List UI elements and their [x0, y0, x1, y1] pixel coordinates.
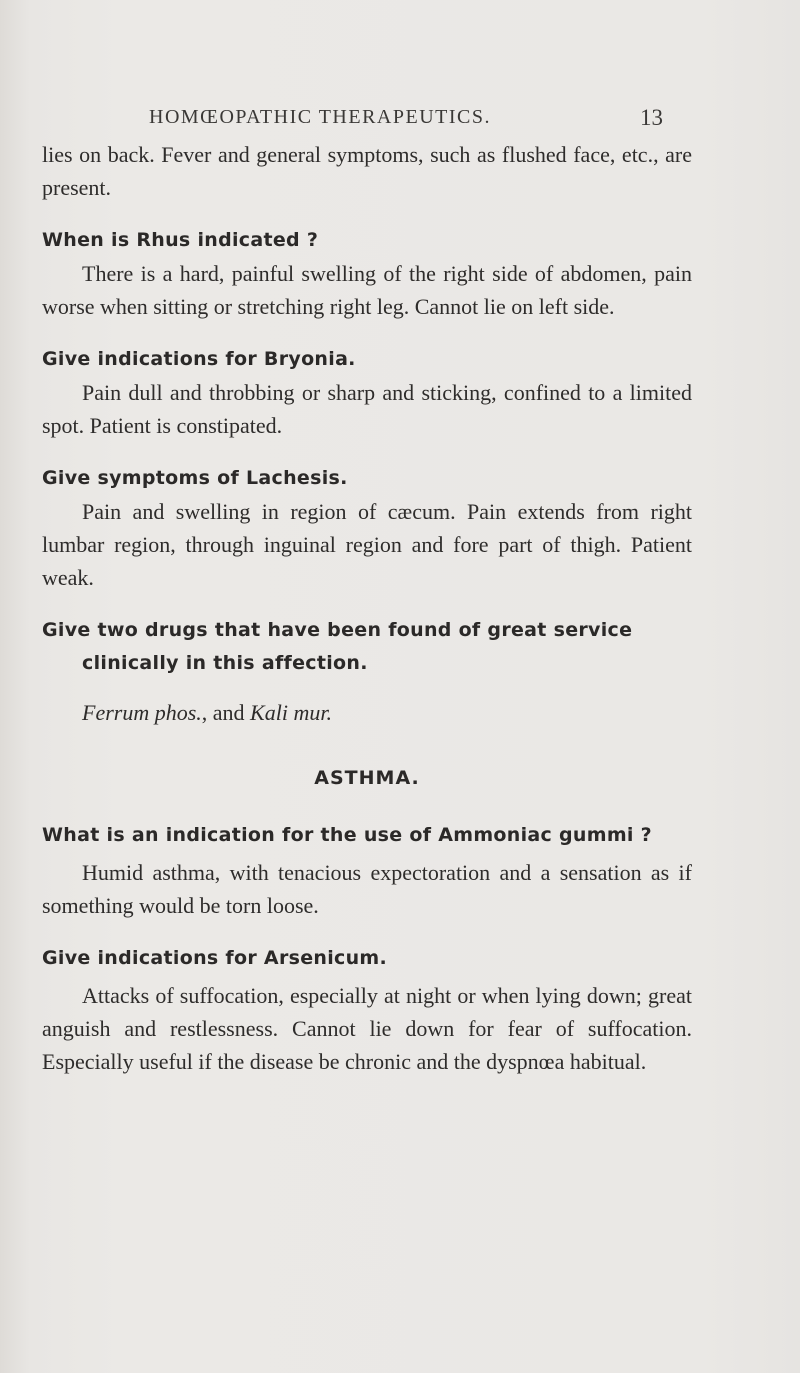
- continued-paragraph: lies on back. Fever and general symptoms, such as flushed face, etc., are present.: [42, 142, 692, 200]
- answer-ammoniac: Humid asthma, with tenacious expectoration and a sensation as if something would be torn loose.: [42, 860, 692, 918]
- drug-separator: , and: [201, 700, 251, 725]
- question-lachesis: Give symptoms of Lachesis.: [42, 467, 348, 489]
- page-header: [149, 105, 663, 136]
- page-number: 13: [640, 105, 663, 130]
- question-arsenicum: Give indications for Arsenicum.: [42, 947, 388, 969]
- question-two-drugs: Give two drugs that have been found of great service clinically in this affection.: [42, 619, 633, 674]
- answer-arsenicum: Attacks of suffocation, especially at night or when lying down; great anguish and restlessness. Cannot lie down for fear of suffocation. Especially useful if the disease be chronic and the dyspnœa habitual.: [42, 983, 692, 1074]
- answer-two-drugs: [42, 696, 692, 729]
- answer-rhus: There is a hard, painful swelling of the right side of abdomen, pain worse when sitting or stretching right leg. Cannot lie on left side.: [42, 261, 692, 319]
- drug-ferrum-phos: Ferrum phos.: [82, 700, 202, 725]
- question-bryonia: Give indications for Bryonia.: [42, 348, 356, 370]
- answer-lachesis: Pain and swelling in region of cæcum. Pain extends from right lumbar region, through inguinal region and fore part of thigh. Patient weak.: [42, 499, 692, 590]
- question-ammoniac: What is an indication for the use of Ammoniac gummi ?: [42, 824, 652, 846]
- question-rhus: When is Rhus indicated ?: [42, 229, 319, 251]
- running-head: HOMŒOPATHIC THERAPEUTICS.: [149, 106, 491, 128]
- answer-bryonia: Pain dull and throbbing or sharp and sticking, confined to a limited spot. Patient is constipated.: [42, 380, 692, 438]
- section-heading-asthma: ASTHMA.: [314, 767, 420, 789]
- drug-kali-mur: Kali mur.: [250, 700, 332, 725]
- page-body: [42, 138, 692, 1078]
